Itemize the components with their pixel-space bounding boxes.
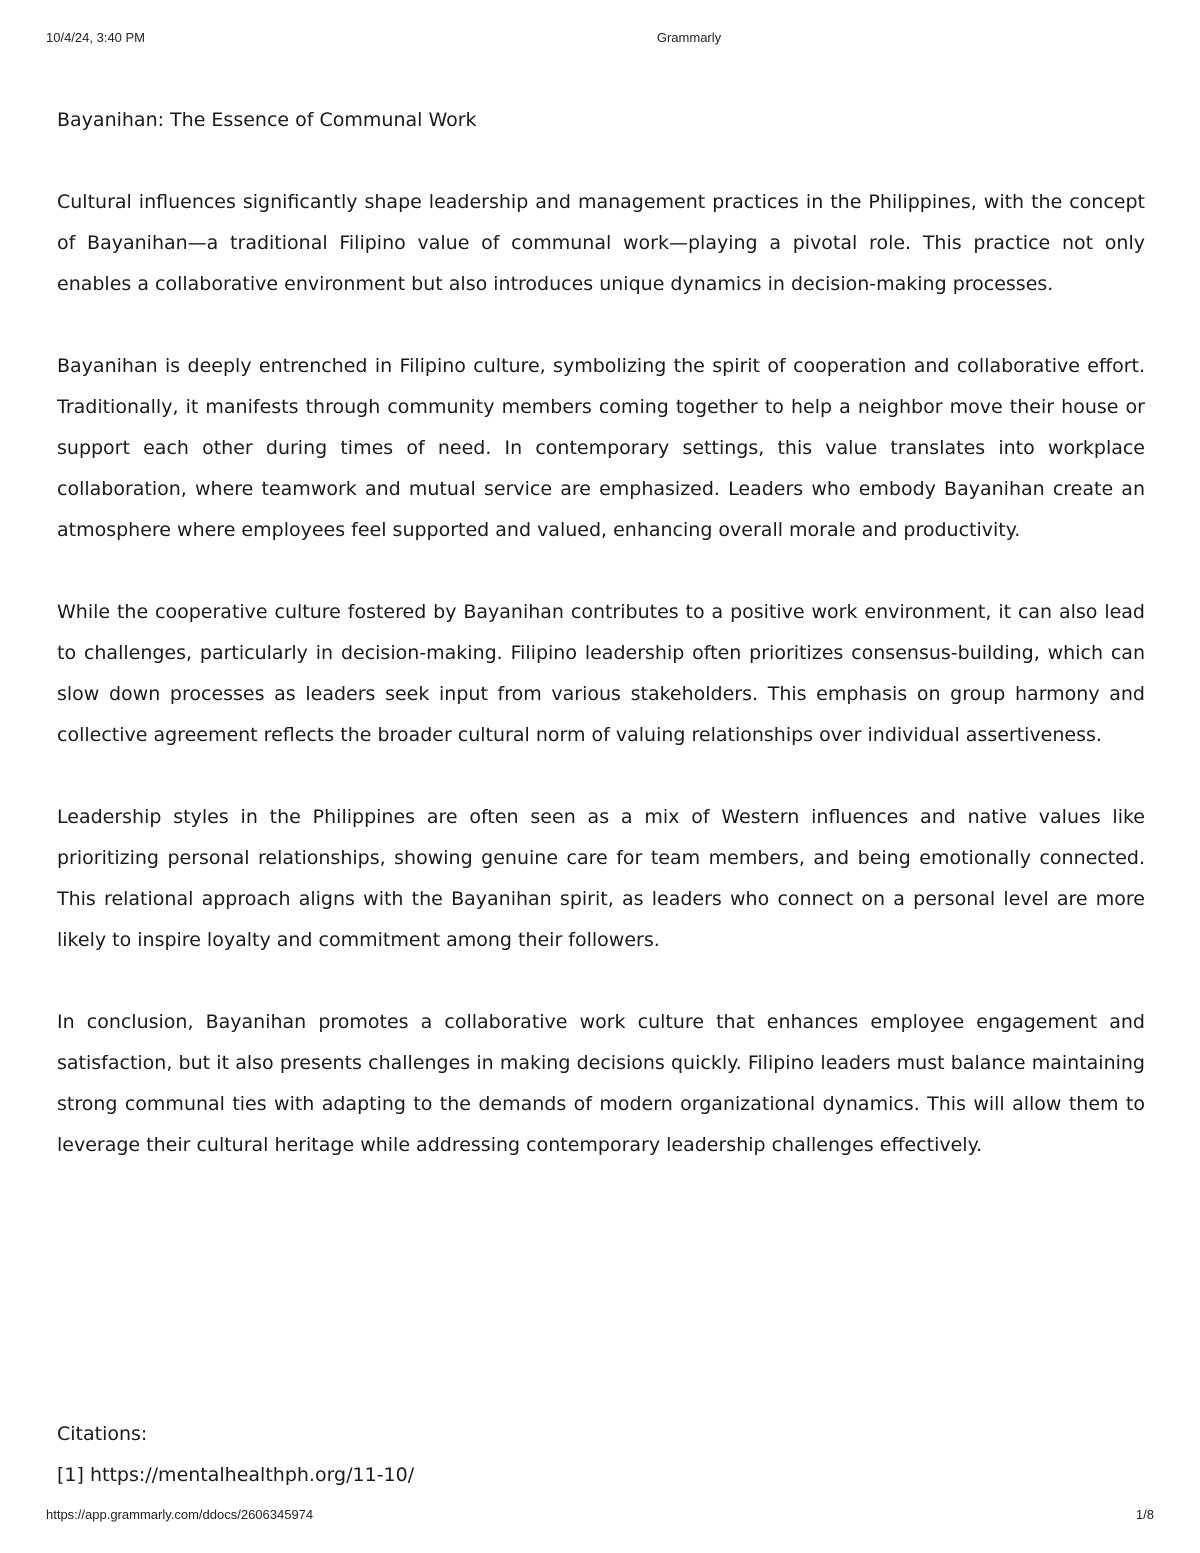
- paragraph-cultural-roots: Bayanihan is deeply entrenched in Filipino culture, symbolizing the spirit of cooperation and collaborative effort. Traditionally, it manifests through community members coming together to help a neighbor move their house or support each other during times of need. In contemporary settings, this value translates into workplace collaboration, where teamwork and mutual service are emphasized. Leaders who embody Bayanihan create an atmosphere where employees feel supported and valued, enhancing overall morale and productivity.: [57, 355, 1145, 541]
- paragraph-decision-challenges: While the cooperative culture fostered by Bayanihan contributes to a positive work environment, it can also lead to challenges, particularly in decision-making. Filipino leadership often prioritizes consensus-building, which can slow down processes as leaders seek input from various stakeholders. This emphasis on group harmony and collective agreement reflects the broader cultural norm of valuing relationships over individual assertiveness.: [57, 601, 1145, 746]
- citations-heading: Citations:: [57, 1423, 148, 1445]
- document-body: [57, 100, 1145, 1207]
- citations-section: [57, 1414, 1145, 1496]
- print-url: https://app.grammarly.com/ddocs/2606345974: [46, 1507, 314, 1522]
- paragraph-conclusion: In conclusion, Bayanihan promotes a collaborative work culture that enhances employee engagement and satisfaction, but it also presents challenges in making decisions quickly. Filipino leaders must balance maintaining strong communal ties with adapting to the demands of modern organizational dynamics. This will allow them to leverage their cultural heritage while addressing contemporary leadership challenges effectively.: [57, 1011, 1145, 1156]
- document-title: Bayanihan: The Essence of Communal Work: [57, 109, 477, 131]
- print-datetime: 10/4/24, 3:40 PM: [46, 30, 146, 45]
- paragraph-leadership-styles: Leadership styles in the Philippines are often seen as a mix of Western influences and native values like prioritizing personal relationships, showing genuine care for team members, and being emotionally connected. This relational approach aligns with the Bayanihan spirit, as leaders who connect on a personal level are more likely to inspire loyalty and commitment among their followers.: [57, 806, 1145, 951]
- print-site-title: Grammarly: [656, 30, 722, 45]
- citation-link[interactable]: [1] https://mentalhealthph.org/11-10/: [57, 1464, 415, 1486]
- paragraph-introduction: Cultural influences significantly shape leadership and management practices in the Philippines, with the concept of Bayanihan—a traditional Filipino value of communal work—playing a pivotal role. This practice not only enables a collaborative environment but also introduces unique dynamics in decision-making processes.: [57, 191, 1145, 295]
- page-indicator: 1/8: [1135, 1507, 1154, 1522]
- print-header: [0, 30, 1200, 50]
- print-footer: [0, 1507, 1200, 1527]
